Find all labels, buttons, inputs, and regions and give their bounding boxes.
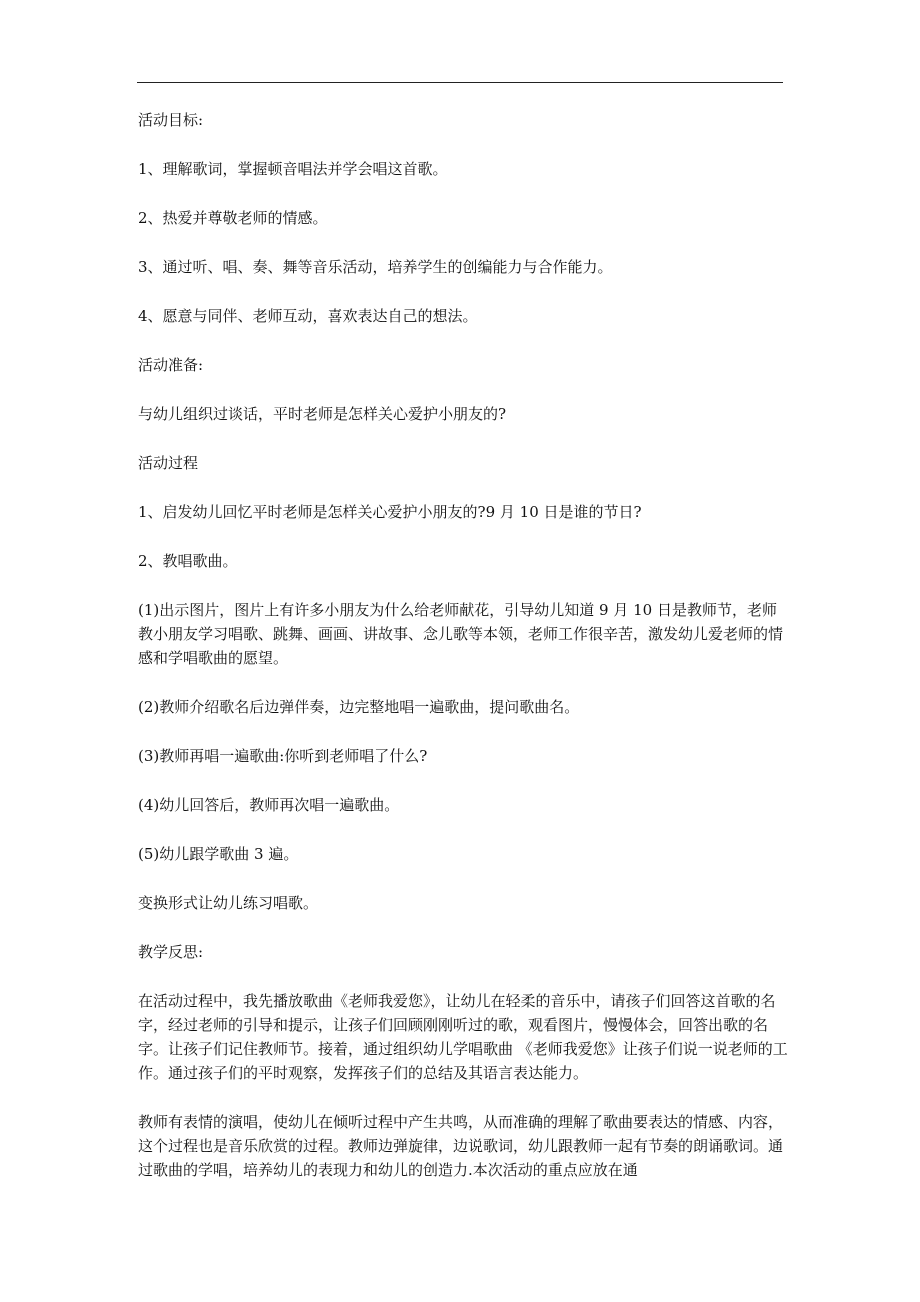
- goal-item-1: 1、理解歌词，掌握顿音唱法并学会唱这首歌。: [138, 160, 448, 178]
- preparation-text: 与幼儿组织过谈话，平时老师是怎样关心爱护小朋友的?: [138, 405, 507, 423]
- process-step-2: 2、教唱歌曲。: [138, 552, 238, 570]
- goal-item-4: 4、愿意与同伴、老师互动，喜欢表达自己的想法。: [138, 307, 478, 325]
- goal-item-3: 3、通过听、唱、奏、舞等音乐活动，培养学生的创编能力与合作能力。: [138, 258, 613, 276]
- document-body: [138, 108, 790, 1207]
- process-substep-3: (3)教师再唱一遍歌曲:你听到老师唱了什么?: [138, 747, 428, 765]
- process-substep-2: (2)教师介绍歌名后边弹伴奏，边完整地唱一遍歌曲，提问歌曲名。: [138, 698, 580, 716]
- section-heading-preparation: 活动准备:: [138, 356, 204, 374]
- section-heading-reflection: 教学反思:: [138, 943, 204, 961]
- process-step-1: 1、启发幼儿回忆平时老师是怎样关心爱护小朋友的?9 月 10 日是谁的节日?: [138, 503, 642, 521]
- process-substep-1: (1)出示图片，图片上有许多小朋友为什么给老师献花，引导幼儿知道 9 月 10 日是教师节，老师教小朋友学习唱歌、跳舞、画画、讲故事、念儿歌等本领，老师工作很辛苦，激发幼儿爱老师的情感和学唱歌曲的愿望。: [138, 601, 784, 667]
- reflection-paragraph-1: 在活动过程中，我先播放歌曲《老师我爱您》，让幼儿在轻柔的音乐中，请孩子们回答这首歌的名字，经过老师的引导和提示，让孩子们回顾刚刚听过的歌，观看图片，慢慢体会，回答出歌的名字。让孩子们记住教师节。接着，通过组织幼儿学唱歌曲 《老师我爱您》让孩子们说一说老师的工作。通过孩子们的平时观察，发挥孩子们的总结及其语言表达能力。: [138, 992, 788, 1082]
- goal-item-2: 2、热爱并尊敬老师的情感。: [138, 209, 328, 227]
- section-heading-process: 活动过程: [138, 454, 199, 472]
- section-heading-goals: 活动目标:: [138, 111, 204, 129]
- process-substep-4: (4)幼儿回答后，教师再次唱一遍歌曲。: [138, 796, 400, 814]
- process-practice: 变换形式让幼儿练习唱歌。: [138, 894, 319, 912]
- reflection-paragraph-2: 教师有表情的演唱，使幼儿在倾听过程中产生共鸣，从而准确的理解了歌曲要表达的情感、内容，这个过程也是音乐欣赏的过程。教师边弹旋律，边说歌词，幼儿跟教师一起有节奏的朗诵歌词。通过歌曲的学唱，培养幼儿的表现力和幼儿的创造力.本次活动的重点应放在通: [138, 1113, 784, 1179]
- header-rule: [137, 82, 783, 83]
- process-substep-5: (5)幼儿跟学歌曲 3 遍。: [138, 845, 299, 863]
